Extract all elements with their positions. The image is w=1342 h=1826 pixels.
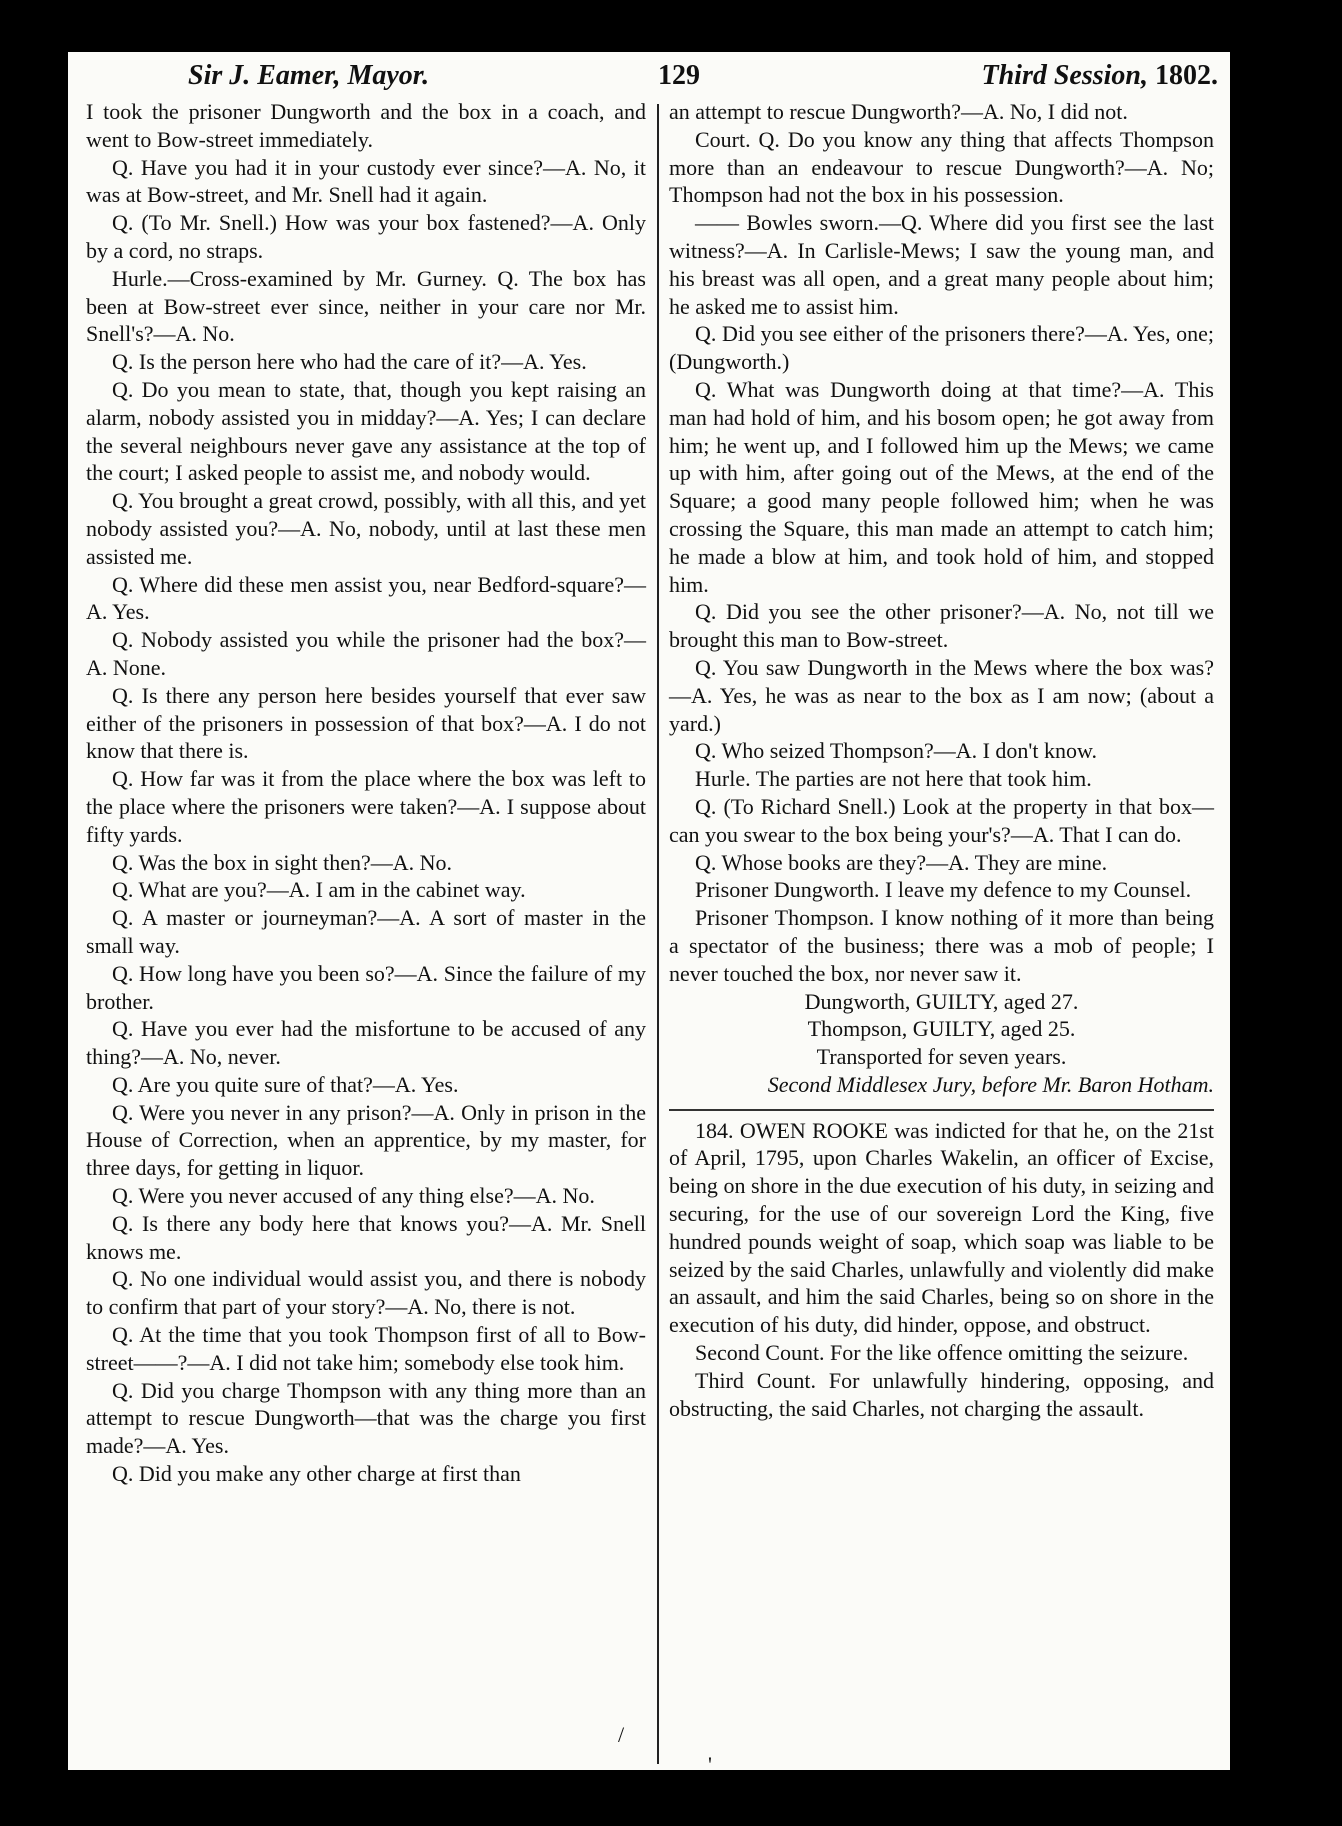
column-divider — [657, 104, 659, 1764]
left-paragraph: Q. How far was it from the place where the box was left to the place where the prisoners were taken?—A. I suppose about fifty yards. — [86, 766, 646, 847]
left-paragraph: Q. Is there any body here that knows you?—A. Mr. Snell knows me. — [86, 1210, 646, 1264]
page-number: 129 — [658, 60, 700, 91]
left-paragraph: Q. Were you never accused of any thing else?—A. No. — [112, 1183, 595, 1209]
left-paragraph: Q. Did you make any other charge at first than — [112, 1461, 521, 1487]
right-paragraph: 184. OWEN ROOKE was indicted for that he, on the 21st of April, 1795, upon Charles Wakelin, an officer of Excise, being on shore in the due execution of his duty, in seizing and securing, for the use of our sovereign Lord the King, five hundred pounds weight of soap, which soap was liable to be seized by the said Charles, unlawfully and violently did make an assault, and him the said Charles, being so on shore in the execution of his duty, did hinder, oppose, and obstruct. — [669, 1117, 1214, 1338]
header-year: 1802. — [1155, 60, 1218, 91]
right-paragraph: Prisoner Thompson. I know nothing of it more than being a spectator of the business; there was a mob of people; I never touched the box, nor never saw it. — [669, 905, 1214, 986]
right-paragraph: Second Middlesex Jury, before Mr. Baron Hotham. — [767, 1071, 1214, 1097]
right-paragraph: an attempt to rescue Dungworth?—A. No, I did not. — [669, 99, 1128, 124]
left-paragraph: I took the prisoner Dungworth and the box in a coach, and went to Bow-street immediately. — [86, 99, 646, 152]
left-paragraph: Q. Did you charge Thompson with any thing more than an attempt to rescue Dungworth—that was the charge you first made?—A. Yes. — [86, 1377, 646, 1459]
stray-mark: / — [618, 1722, 625, 1747]
left-paragraph: Q. Where did these men assist you, near Bedford-square?—A. Yes. — [86, 571, 646, 625]
left-paragraph: Q. You brought a great crowd, possibly, with all this, and yet nobody assisted you?—A. No, nobody, until at last these men assisted me. — [86, 488, 646, 569]
left-paragraph: Q. Is there any person here besides yourself that ever saw either of the prisoners in possession of that box?—A. I do not know that there is. — [86, 682, 646, 764]
right-paragraph: Second Count. For the like offence omitting the seizure. — [695, 1340, 1189, 1366]
left-paragraph: Q. A master or journeyman?—A. A sort of master in the small way. — [86, 905, 646, 958]
left-paragraph: Q. Are you quite sure of that?—A. Yes. — [112, 1071, 459, 1097]
left-paragraph: Q. Was the box in sight then?—A. No. — [112, 849, 453, 875]
header-session: Third Session, — [981, 60, 1148, 91]
right-paragraph: Q. (To Richard Snell.) Look at the property in that box—can you swear to the box being your's?—A. That I can do. — [669, 793, 1214, 847]
right-paragraph: Q. What was Dungworth doing at that time?—A. This man had hold of him, and his bosom open; he got away from him; he went up, and I followed him up the Mews; we came up with him, after going out of the Mews, at the end of the Square; a good many people followed him; when he was crossing the Square, this man made an attempt to catch him; he made a blow at him, and took hold of him, and stopped him. — [669, 376, 1214, 597]
stray-mark: ' — [708, 1752, 712, 1770]
right-paragraph: Court. Q. Do you know any thing that affects Thompson more than an endeavour to rescue Dungworth?—A. No; Thompson had not the box in his possession. — [669, 126, 1214, 208]
section-rule — [669, 1109, 1214, 1111]
right-paragraph: —— Bowles sworn.—Q. Where did you first see the last witness?—A. In Carlisle-Mews; I saw the young man, and his breast was all open, and a great many people about him; he asked me to assist him. — [669, 210, 1214, 319]
left-column — [86, 98, 646, 1488]
left-paragraph: Q. Were you never in any prison?—A. Only in prison in the House of Correction, when an apprentice, by my master, for three days, for getting in liquor. — [86, 1099, 646, 1181]
header-right — [982, 60, 1219, 92]
right-paragraph: Q. Did you see the other prisoner?—A. No, not till we brought this man to Bow-street. — [669, 599, 1214, 653]
left-paragraph: Q. At the time that you took Thompson first of all to Bow-street——?—A. I did not take him; somebody else took him. — [86, 1322, 646, 1375]
right-paragraph: Prisoner Dungworth. I leave my defence to my Counsel. — [695, 877, 1192, 903]
right-paragraph: Q. Who seized Thompson?—A. I don't know. — [695, 738, 1097, 764]
left-paragraph: Hurle.—Cross-examined by Mr. Gurney. Q. The box has been at Bow-street ever since, neither in your care nor Mr. Snell's?—A. No. — [86, 265, 646, 347]
left-paragraph: Q. Is the person here who had the care of it?—A. Yes. — [112, 349, 587, 375]
right-paragraph: Thompson, GUILTY, aged 25. — [807, 1016, 1076, 1042]
right-paragraph: Hurle. The parties are not here that took him. — [695, 766, 1092, 792]
right-column — [669, 98, 1214, 1422]
right-paragraph: Q. Did you see either of the prisoners there?—A. Yes, one; (Dungworth.) — [669, 321, 1214, 375]
left-paragraph: Q. Have you ever had the misfortune to be accused of any thing?—A. No, never. — [86, 1016, 646, 1070]
header-left: Sir J. Eamer, Mayor. — [188, 60, 430, 91]
left-paragraph: Q. What are you?—A. I am in the cabinet way. — [112, 877, 526, 903]
left-paragraph: Q. Have you had it in your custody ever since?—A. No, it was at Bow-street, and Mr. Snell had it again. — [86, 154, 646, 208]
right-paragraph: Third Count. For unlawfully hindering, opposing, and obstructing, the said Charles, not charging the assault. — [669, 1367, 1214, 1421]
left-paragraph: Q. No one individual would assist you, and there is nobody to confirm that part of your story?—A. No, there is not. — [86, 1266, 646, 1320]
right-paragraph: Q. You saw Dungworth in the Mews where the box was?—A. Yes, he was as near to the box as I am now; (about a yard.) — [669, 654, 1214, 736]
right-paragraph: Q. Whose books are they?—A. They are mine. — [695, 849, 1108, 875]
left-paragraph: Q. How long have you been so?—A. Since the failure of my brother. — [86, 960, 646, 1014]
document-page — [68, 52, 1230, 1770]
right-paragraph: Dungworth, GUILTY, aged 27. — [804, 988, 1079, 1014]
right-paragraph: Transported for seven years. — [816, 1044, 1067, 1070]
left-paragraph: Q. (To Mr. Snell.) How was your box fastened?—A. Only by a cord, no straps. — [86, 210, 646, 263]
left-paragraph: Q. Do you mean to state, that, though you kept raising an alarm, nobody assisted you in midday?—A. Yes; I can declare the several neighbours never gave any assistance at the top of the court; I asked people to assist me, and nobody would. — [86, 376, 646, 486]
left-paragraph: Q. Nobody assisted you while the prisoner had the box?—A. None. — [86, 627, 646, 680]
